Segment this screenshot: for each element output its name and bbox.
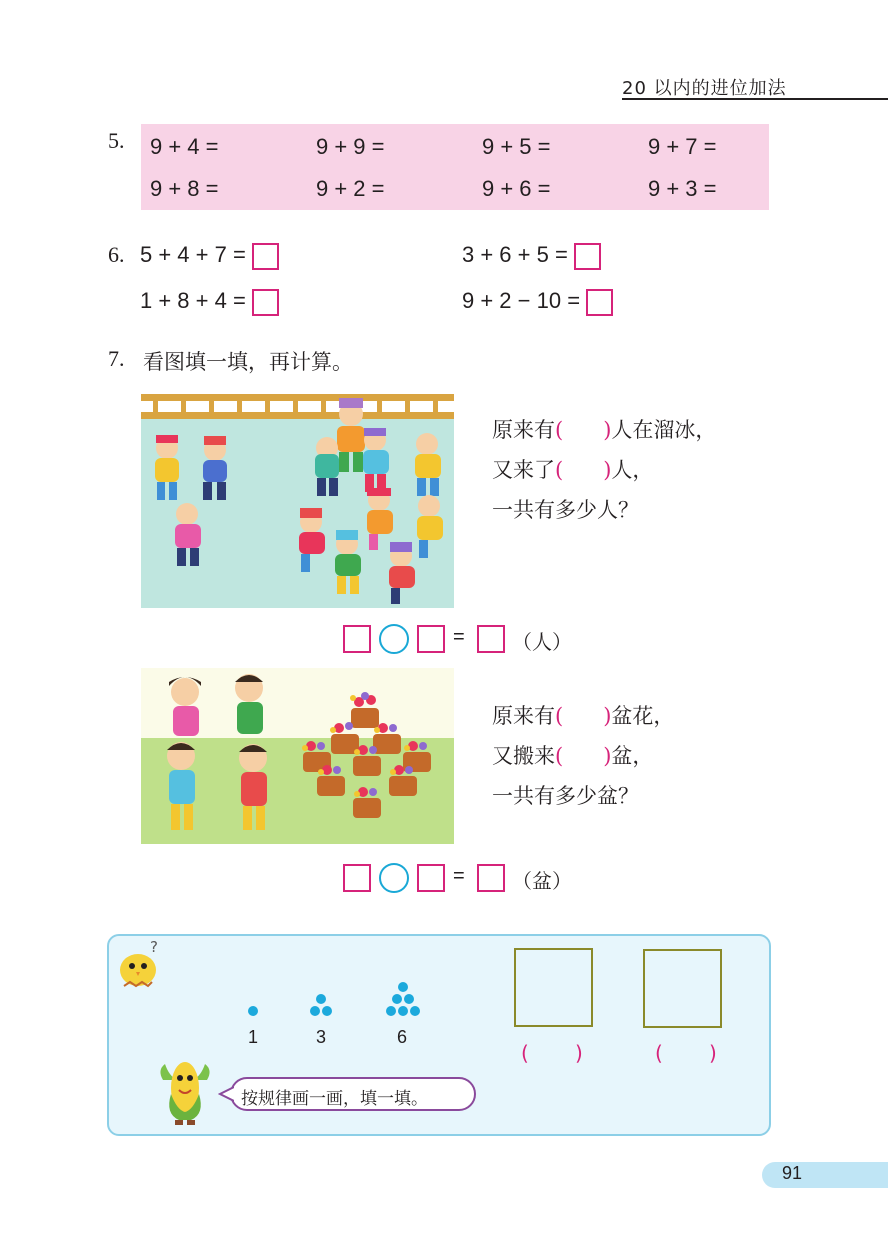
text: 原来有 xyxy=(492,704,555,728)
q5-expr: 9 + 9 = xyxy=(316,134,385,159)
q5-number: 5. xyxy=(108,128,125,153)
blank-close: ) xyxy=(603,744,612,768)
blank-close: ) xyxy=(603,458,612,482)
q5-expr: 9 + 2 = xyxy=(316,176,385,201)
pattern-label: 3 xyxy=(316,1027,327,1047)
answer-box[interactable] xyxy=(343,864,371,892)
answer-box[interactable] xyxy=(252,243,279,270)
q6-expr-text: 3 + 6 + 5 = xyxy=(462,242,568,267)
chick-mascot-icon xyxy=(114,940,166,992)
text: 盆花， xyxy=(611,704,675,728)
blank-open: ( xyxy=(655,1041,663,1065)
q5-expr: 9 + 6 = xyxy=(482,176,551,201)
pattern-label: 1 xyxy=(248,1027,259,1047)
blank-close: ) xyxy=(575,1041,583,1065)
pattern-dot xyxy=(248,1006,258,1016)
question-mark: ? xyxy=(150,938,158,956)
pattern-dot xyxy=(392,994,402,1004)
pattern-dot xyxy=(386,1006,396,1016)
chapter-title: 20 以内的进位加法 xyxy=(622,78,787,99)
answer-box[interactable] xyxy=(477,625,505,653)
blank-open: ( xyxy=(555,418,564,442)
q6-expr-text: 1 + 8 + 4 = xyxy=(140,288,246,313)
bubble-text: 按规律画一画，填一填。 xyxy=(241,1089,428,1109)
answer-box[interactable] xyxy=(477,864,505,892)
drawing-box[interactable] xyxy=(643,949,722,1028)
text: 原来有 xyxy=(492,418,555,442)
operator-circle[interactable] xyxy=(379,863,409,893)
page-number-tab xyxy=(762,1162,888,1188)
blank-open: ( xyxy=(555,744,564,768)
bubble-tail-icon xyxy=(218,1085,234,1103)
pattern-dot xyxy=(410,1006,420,1016)
equals-sign: = xyxy=(453,865,465,887)
q6-expr-2 xyxy=(462,242,601,270)
flowers-illustration xyxy=(141,668,454,844)
unit-label: （盆） xyxy=(512,869,572,893)
blank-open: ( xyxy=(521,1041,529,1065)
text: 又来了 xyxy=(492,458,555,482)
q6-expr-text: 5 + 4 + 7 = xyxy=(140,242,246,267)
blank-close: ) xyxy=(603,704,612,728)
q5-expr: 9 + 8 = xyxy=(150,176,219,201)
q6-expr-text: 9 + 2 − 10 = xyxy=(462,288,581,313)
q7-number: 7. xyxy=(108,346,125,371)
q5-expr: 9 + 7 = xyxy=(648,134,717,159)
q7-instruction: 看图填一填，再计算。 xyxy=(143,350,353,374)
q6-expr-4 xyxy=(462,288,613,316)
header-rule xyxy=(622,98,888,100)
blank-close: ) xyxy=(709,1041,717,1065)
q6-expr-3 xyxy=(140,288,279,316)
answer-box[interactable] xyxy=(343,625,371,653)
blank-open: ( xyxy=(555,458,564,482)
answer-box[interactable] xyxy=(417,625,445,653)
q7-part1-line1 xyxy=(492,414,716,444)
text: 人， xyxy=(611,458,654,482)
blank-close: ) xyxy=(603,418,612,442)
pattern-dot xyxy=(398,1006,408,1016)
operator-circle[interactable] xyxy=(379,624,409,654)
pattern-label: 6 xyxy=(397,1027,408,1047)
corn-mascot-icon xyxy=(155,1050,215,1128)
text: 盆， xyxy=(611,744,654,768)
pattern-dot xyxy=(322,1006,332,1016)
q7-part1-line2 xyxy=(492,454,653,484)
q5-expr: 9 + 3 = xyxy=(648,176,717,201)
flowers-scene-art xyxy=(141,668,454,844)
q5-expr: 9 + 4 = xyxy=(150,134,219,159)
skating-scene-art xyxy=(141,388,454,608)
drawing-box[interactable] xyxy=(514,948,593,1027)
blank-open: ( xyxy=(555,704,564,728)
q6-number: 6. xyxy=(108,242,125,267)
pattern-dot xyxy=(316,994,326,1004)
pattern-dot xyxy=(310,1006,320,1016)
unit-label: （人） xyxy=(512,630,572,654)
skating-illustration xyxy=(141,388,454,608)
answer-box[interactable] xyxy=(252,289,279,316)
answer-box[interactable] xyxy=(586,289,613,316)
blank-space[interactable] xyxy=(542,1041,574,1067)
q7-part1-line3: 一共有多少人？ xyxy=(492,498,639,522)
answer-box[interactable] xyxy=(574,243,601,270)
pattern-dot xyxy=(404,994,414,1004)
equals-sign: = xyxy=(453,626,465,648)
q7-part2-line2 xyxy=(492,740,653,770)
page-number: 91 xyxy=(782,1163,803,1183)
q6-expr-1 xyxy=(140,242,279,270)
q5-expr: 9 + 5 = xyxy=(482,134,551,159)
text: 人在溜冰， xyxy=(611,418,717,442)
pattern-dot xyxy=(398,982,408,992)
q7-part2-line1 xyxy=(492,700,674,730)
answer-box[interactable] xyxy=(417,864,445,892)
text: 又搬来 xyxy=(492,744,555,768)
blank-space[interactable] xyxy=(676,1041,708,1067)
q7-part2-line3: 一共有多少盆？ xyxy=(492,784,639,808)
